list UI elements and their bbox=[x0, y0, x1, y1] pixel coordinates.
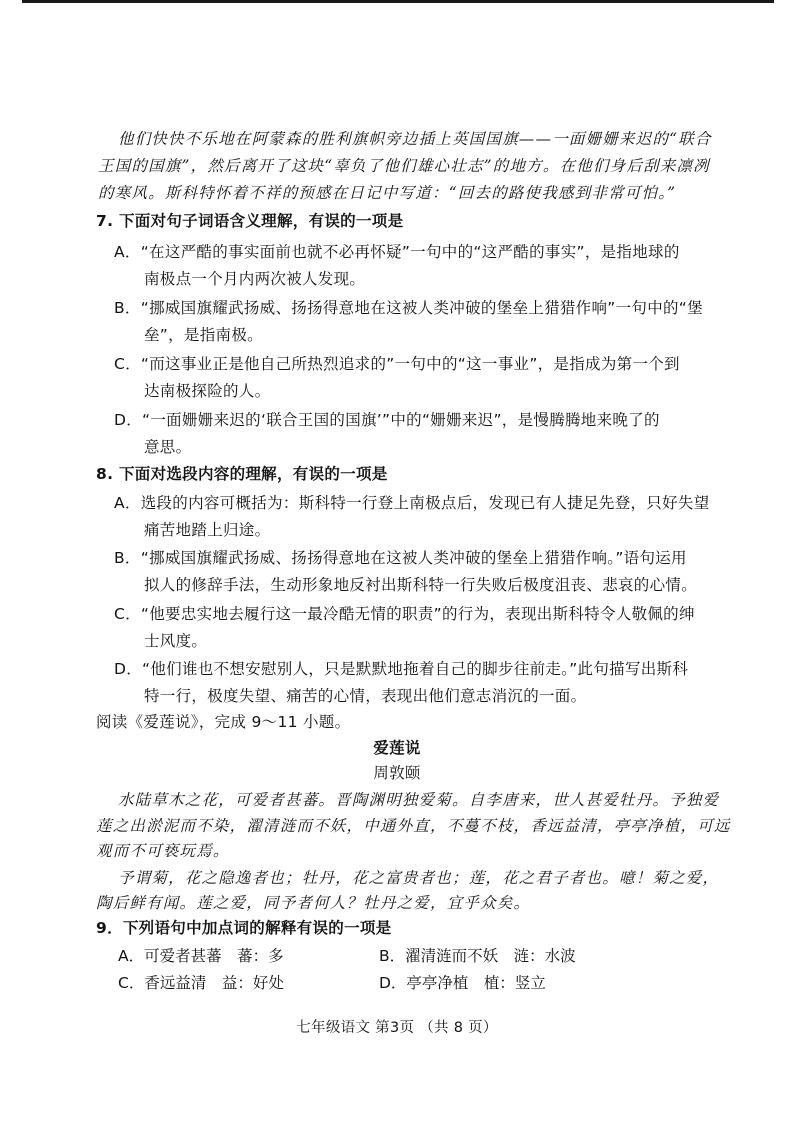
q7-option-d-line-1: D．“一面姗姗来迟的‘联合王国的国旗’”中的“姗姗来迟”，是慢腾腾地来晚了的 bbox=[114, 411, 660, 429]
poem-para2-line-1: 予谓菊，花之隐逸者也；牡丹，花之富贵者也；莲，花之君子者也。噫！菊之爱， bbox=[118, 869, 720, 887]
q8-option-b-line-2: 拟人的修辞手法，生动形象地反衬出斯科特一行失败后极度沮丧、悲哀的心情。 bbox=[144, 576, 698, 594]
q7-option-b-line-2: 垒”，是指南极。 bbox=[144, 326, 263, 344]
q8-option-a-line-2: 痛苦地踏上归途。 bbox=[144, 521, 271, 539]
q8-option-c-line-2: 士风度。 bbox=[144, 632, 208, 650]
poem-title: 爱莲说 bbox=[373, 739, 421, 757]
q8-option-d-line-2: 特一行，极度失望、痛苦的心情，表现出他们意志消沉的一面。 bbox=[144, 687, 587, 705]
q7-option-c-line-2: 达南极探险的人。 bbox=[144, 382, 271, 400]
q7-option-c-line-1: C．“而这事业正是他自己所热烈追求的”一句中的“这一事业”，是指成为第一个到 bbox=[114, 355, 680, 373]
q8-option-c-line-1: C．“他要忠实地去履行这一最冷酷无情的职责”的行为，表现出斯科特令人敬佩的绅 bbox=[114, 605, 695, 623]
poem-para1-line-1: 水陆草木之花，可爱者甚蕃。晋陶渊明独爱菊。自李唐来，世人甚爱牡丹。予独爱 bbox=[118, 791, 720, 809]
q7-option-d-line-2: 意思。 bbox=[144, 438, 192, 456]
poem-para2-line-2: 陶后鲜有闻。莲之爱，同予者何人？牡丹之爱，宜乎众矣。 bbox=[96, 894, 531, 912]
q7-option-a-line-1: A．“在这严酷的事实面前也就不必再怀疑”一句中的“这严酷的事实”，是指地球的 bbox=[114, 243, 680, 261]
q8-option-b-line-1: B．“挪威国旗耀武扬威、扬扬得意地在这被人类冲破的堡垒上猎猎作响。”语句运用 bbox=[114, 549, 687, 567]
passage-line-2: 王国的国旗”，然后离开了这块“辜负了他们雄心壮志”的地方。在他们身后刮来凛冽 bbox=[98, 157, 710, 175]
q9-option-d: D．亭亭净植 植：竖立 bbox=[379, 974, 546, 992]
q7-option-a-line-2: 南极点一个月内两次被人发现。 bbox=[144, 270, 366, 288]
question-8-stem: 8. 下面对选段内容的理解，有误的一项是 bbox=[96, 465, 388, 483]
q9-option-a: A．可爱者甚蕃 蕃：多 bbox=[118, 947, 284, 965]
poem-para1-line-2: 莲之出淤泥而不染，濯清涟而不妖，中通外直，不蔓不枝，香远益清，亭亭净植，可远 bbox=[96, 817, 731, 835]
reading-intro: 阅读《爱莲说》，完成 9～11 小题。 bbox=[96, 713, 351, 731]
passage-line-3: 的寒风。斯科特怀着不祥的预感在日记中写道：“回去的路使我感到非常可怕。” bbox=[98, 184, 677, 202]
q9-option-c: C．香远益清 益：好处 bbox=[118, 974, 284, 992]
question-7-stem: 7. 下面对句子词语含义理解，有误的一项是 bbox=[96, 212, 404, 230]
page-footer: 七年级语文 第3页 （共 8 页） bbox=[296, 1020, 498, 1036]
q8-option-d-line-1: D．“他们谁也不想安慰别人，只是默默地拖着自己的脚步往前走。”此句描写出斯科 bbox=[114, 660, 689, 678]
poem-para1-line-3: 观而不可亵玩焉。 bbox=[96, 842, 230, 860]
question-9-stem: 9．下列语句中加点词的解释有误的一项是 bbox=[96, 919, 392, 937]
q7-option-b-line-1: B．“挪威国旗耀武扬威、扬扬得意地在这被人类冲破的堡垒上猎猎作响”一句中的“堡 bbox=[114, 299, 703, 317]
poem-author: 周敦颐 bbox=[373, 764, 421, 782]
passage-line-1: 他们快快不乐地在阿蒙森的胜利旗帜旁边插上英国国旗——一面姗姗来迟的“联合 bbox=[118, 130, 712, 148]
q8-option-a-line-1: A．选段的内容可概括为：斯科特一行登上南极点后，发现已有人捷足先登，只好失望 bbox=[114, 494, 710, 512]
q9-option-b: B．濯清涟而不妖 涟：水波 bbox=[379, 947, 576, 965]
